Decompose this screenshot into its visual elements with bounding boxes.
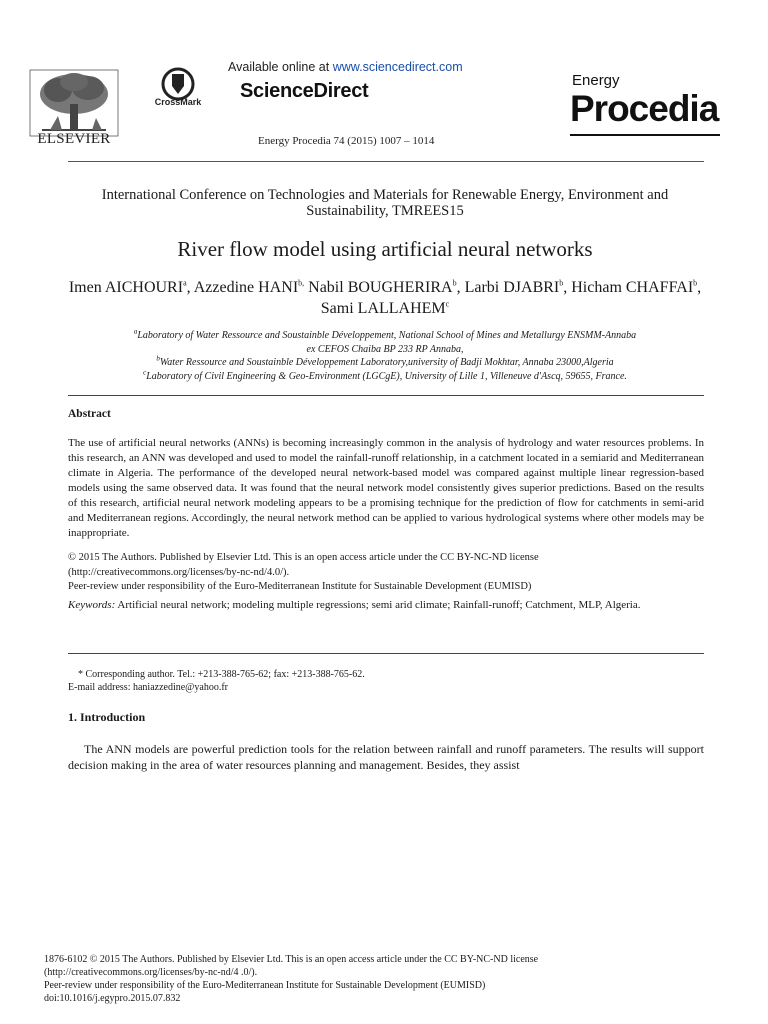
sciencedirect-link[interactable]: www.sciencedirect.com	[332, 60, 463, 74]
journal-logo-procedia: Procedia	[570, 88, 719, 129]
elsevier-wordmark: ELSEVIER	[37, 131, 111, 147]
corresponding-email: E-mail address: haniazzedine@yahoo.fr	[68, 682, 228, 693]
footer-doi: doi:10.1016/j.egypro.2015.07.832	[44, 993, 181, 1004]
affiliation-b: $^b$Water Ressource and Soustainble Développement Laboratory,university of Badji Mokhtar, Annaba 23000,Algeria	[156, 354, 614, 368]
footer-peer-review: Peer-review under responsibility of the Euro-Mediterranean Institute for Sustainable Development (EUMISD)	[44, 980, 486, 991]
license-block	[68, 551, 704, 595]
license-link[interactable]: (http://creativecommons.org/licenses/by-nc-nd/4.0/).	[68, 566, 290, 578]
corresponding-author	[68, 668, 704, 694]
footer-license-link[interactable]: (http://creativecommons.org/licenses/by-nc-nd/4 .0/).	[44, 967, 258, 978]
available-online-text: Available online at www.sciencedirect.com	[228, 60, 463, 74]
crossmark-label: CrossMark	[154, 97, 202, 107]
abstract-body: The use of artificial neural networks (ANNs) is becoming increasingly common in the analysis of hydrology and water resources problems. In this research, an ANN was developed and used to model the rainfall-runoff relationship, in a catchment located in a semiarid and Mediterranean climate in Algeria. The performance of the developed neural network-based model was compared against multiple linear regression-based models using the same observed data. It was found that the neural network model consistently gives superior predictions. Based on the results of this research, artificial neural network modeling appears to be a promising technique for the prediction of flow for catchments in semi-arid and Mediterranean regions. Accordingly, the neural network method can be applied to various hydrological systems where other models may be inappropriate.	[68, 437, 704, 539]
journal-logo-rule	[570, 134, 720, 136]
author-list: Imen AICHOURI$^a$, Azzedine $HANI^{b,}$ Nabil BOUGHERIRA$^b$, Larbi DJABRI$^b$, Hicham CHAFFAI$^b$, Sami LALLAHEM$^c$	[68, 278, 702, 317]
header-divider	[68, 161, 704, 162]
paper-title: River flow model using artificial neural networks	[177, 237, 593, 261]
abstract-heading: Abstract	[68, 408, 111, 420]
affiliation-a: $^a$Laboratory of Water Ressource and Soustainble Développement, National School of Mines and Metallurgy ENSMM-Annaba	[133, 327, 637, 341]
journal-logo-energy: Energy	[572, 72, 620, 89]
abstract-top-rule	[68, 395, 704, 396]
introduction-body: The ANN models are powerful prediction tools for the relation between rainfall and runoff parameters. The results will support decision making in the area of water resources planning and management. Besides, they assist	[68, 742, 704, 772]
page-footer	[44, 953, 724, 1005]
keywords-label: Keywords:	[68, 599, 116, 611]
keywords-list: Artificial neural network; modeling multiple regressions; semi arid climate; Rainfall-runoff; Catchment, MLP, Algeria.	[115, 599, 641, 611]
abstract-bottom-rule	[68, 653, 704, 654]
introduction-heading: 1. Introduction	[68, 710, 146, 724]
footer-license: 1876-6102 © 2015 The Authors. Published by Elsevier Ltd. This is an open access article under the CC BY-NC-ND license	[44, 954, 539, 965]
license-text: © 2015 The Authors. Published by Elsevier Ltd. This is an open access article under the CC BY-NC-ND license	[68, 552, 539, 563]
affiliation-c: $^c$Laboratory of Civil Engineering & Geo-Environment (LGCgE), University of Lille 1, Villeneuve d'Ascq, 59655, France.	[143, 368, 627, 382]
peer-review-text: Peer-review under responsibility of the Euro-Mediterranean Institute for Sustainable Development (EUMISD)	[68, 581, 532, 592]
conference-name: International Conference on Technologies and Materials for Renewable Energy, Environment and Sustainability, TMREES15	[101, 187, 669, 219]
corresponding-contact: * Corresponding author. Tel.: +213-388-765-62; fax: +213-388-765-62.	[78, 669, 365, 680]
sciencedirect-brand: ScienceDirect	[240, 80, 369, 102]
keywords	[68, 598, 704, 613]
affiliations	[60, 329, 710, 383]
journal-reference: Energy Procedia 74 (2015) 1007 – 1014	[258, 135, 435, 147]
affiliation-a-cont: ex CEFOS Chaiba BP 233 RP Annaba,	[306, 343, 464, 355]
